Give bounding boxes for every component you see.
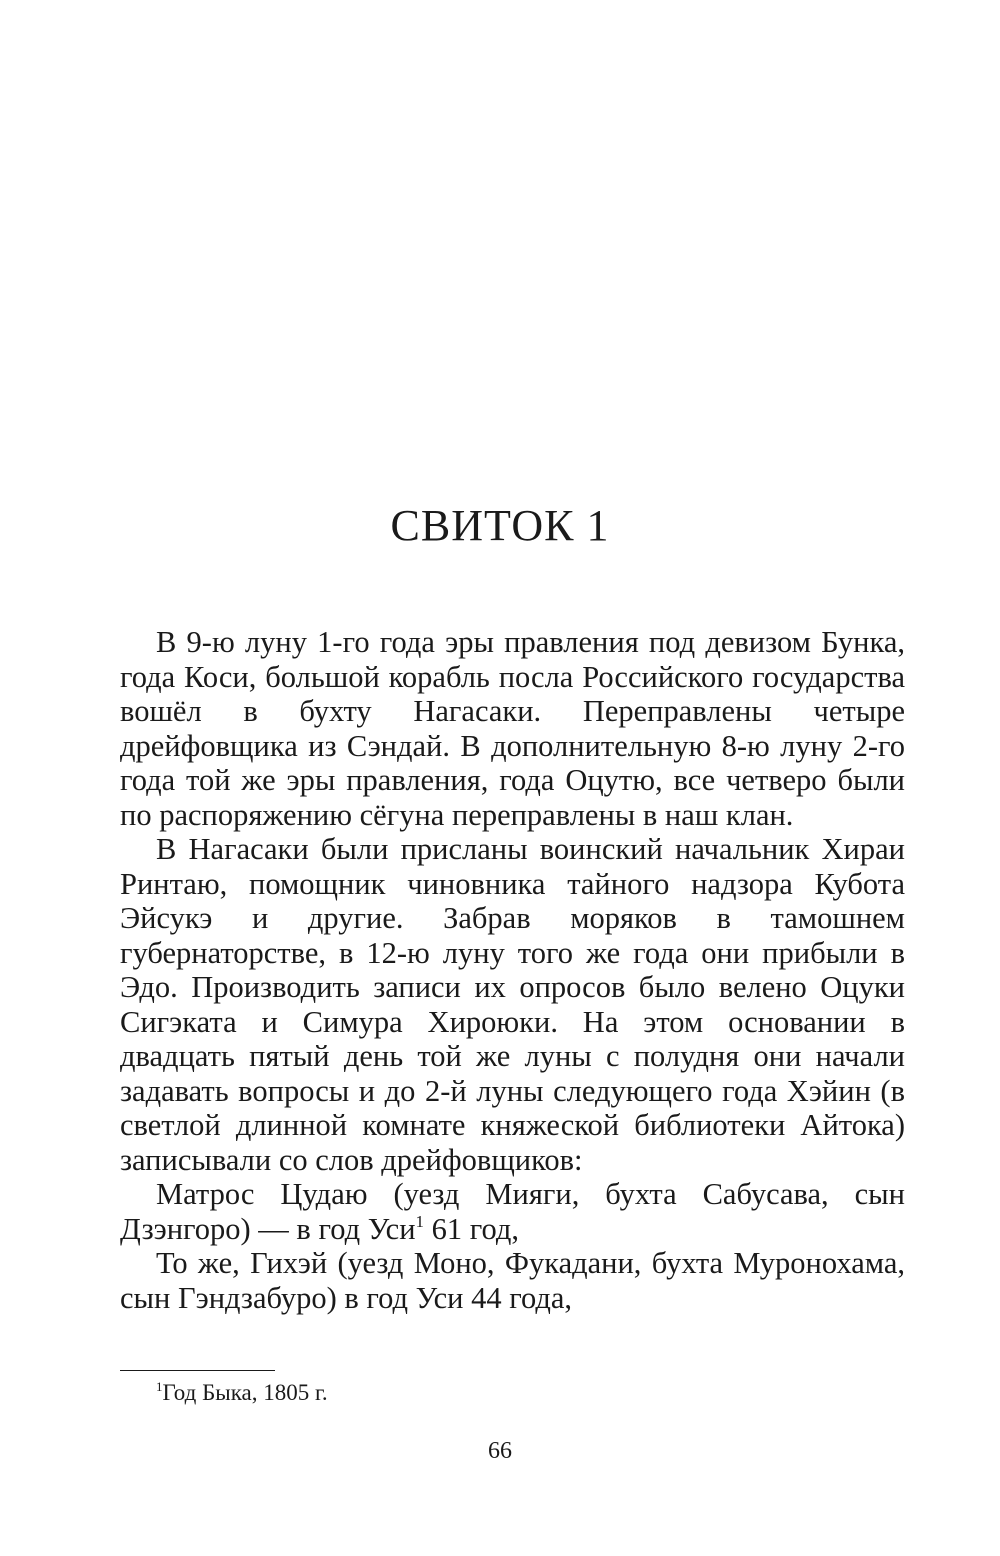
paragraph-3 (120, 1177, 905, 1246)
paragraph-3-text: Матрос Цудаю (уезд Мияги, бухта Сабусава, сын Дзэнгоро) — в год Уси (120, 1177, 905, 1246)
footnote-marker: 1 (156, 1379, 163, 1394)
footnote-reference: 1 (415, 1211, 425, 1231)
chapter-title: СВИТОК 1 (390, 501, 610, 550)
paragraph-1: В 9-ю луну 1-го года эры правления под девизом Бунка, года Коси, большой корабль посла Российского государства вошёл в бухту Нагасаки. Переправлены четыре дрейфовщика из Сэндай. В дополнительную 8-ю луну 2-го года той же эры правления, года Оцутю, все четверо были по распоряжению сёгуна переправлены в наш клан. (120, 625, 905, 832)
body-text (120, 625, 905, 1315)
paragraph-2: В Нагасаки были присланы воинский начальник Хираи Ринтаю, помощник чиновника тайного надзора Кубота Эйсукэ и другие. Забрав моряков в тамошнем губернаторстве, в 12-ю луну того же года они прибыли в Эдо. Производить записи их опросов было велено Оцуки Сигэката и Симура Хироюки. На этом основании в двадцать пятый день той же луны с полудня они начали задавать вопросы и до 2-й луны следующего года Хэйин (в светлой длинной комнате княжеской библиотеки Айтока) записывали со слов дрейфовщиков: (120, 832, 905, 1177)
paragraph-3-text-end: 61 год, (424, 1211, 520, 1246)
footnote-divider (120, 1370, 275, 1371)
footnote (156, 1378, 328, 1408)
paragraph-4: То же, Гихэй (уезд Моно, Фукадани, бухта Муронохама, сын Гэндзабуро) в год Уси 44 года, (120, 1246, 905, 1315)
page-number: 66 (488, 1438, 512, 1464)
footnote-text: Год Быка, 1805 г. (162, 1380, 328, 1405)
